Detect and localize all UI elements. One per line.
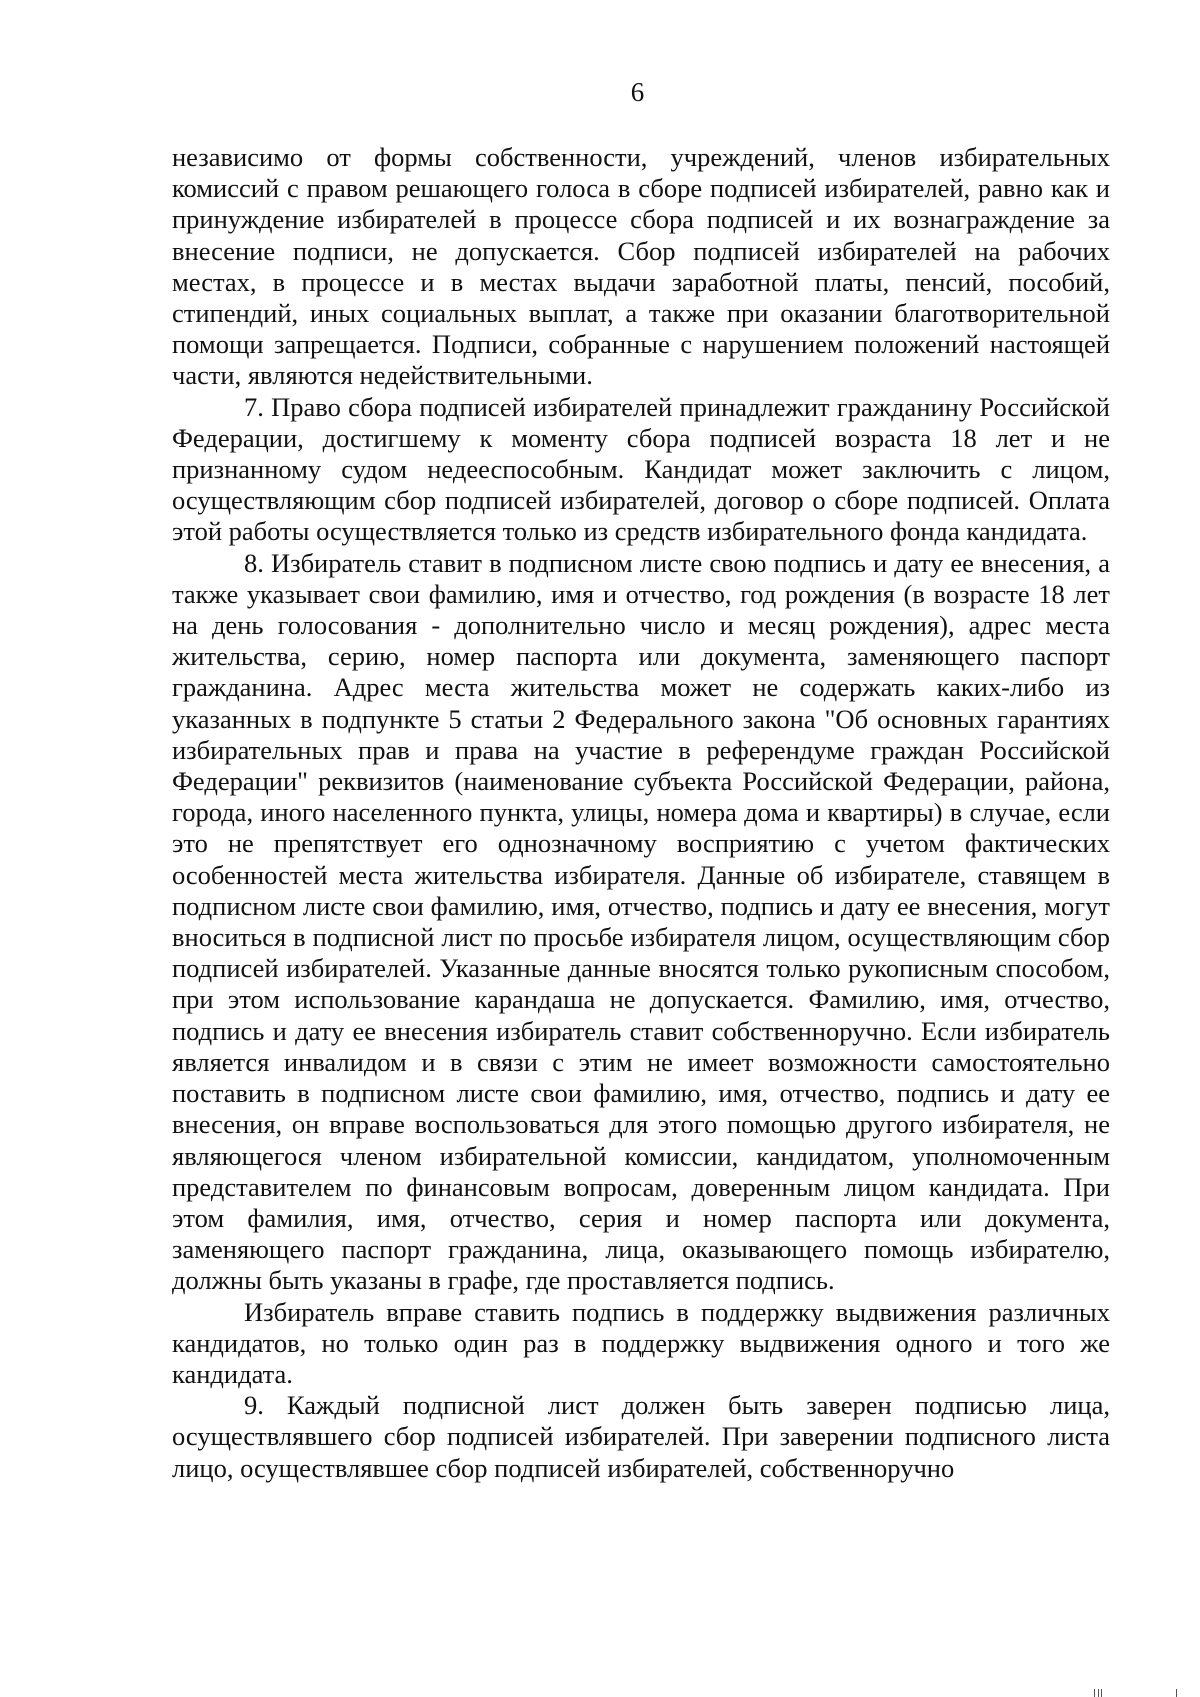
page-number: 6 — [630, 77, 645, 107]
paragraph-continuation: независимо от формы собственности, учреждений, членов избирательных комиссий с правом решающего голоса в сборе подписей избирателей, равно как и принуждение избирателей в процессе сбора подписей и их вознаграждение за внесение подписи, не допускается. Сбор подписей избирателей на рабочих местах, в процессе и в местах выдачи заработной платы, пенсий, пособий, стипендий, иных социальных выплат, а также при оказании благотворительной помощи запрещается. Подписи, собранные с нарушением положений настоящей части, являются недействительными. — [172, 142, 1110, 391]
paragraph-item-8: 8. Избиратель ставит в подписном листе свою подпись и дату ее внесения, а также указывает свои фамилию, имя и отчество, год рождения (в возрасте 18 лет на день голосования - дополнительно число и месяц рождения), адрес места жительства, серию, номер паспорта или документа, заменяющего паспорт гражданина. Адрес места жительства может не содержать каких-либо из указанных в подпункте 5 статьи 2 Федерального закона "Об основных гарантиях избирательных прав и права на участие в референдуме граждан Российской Федерации" реквизитов (наименование субъекта Российской Федерации, района, города, иного населенного пункта, улицы, номера дома и квартиры) в случае, если это не препятствует его однозначному восприятию с учетом фактических особенностей места жительства избирателя. Данные об избирателе, ставящем в подписном листе свои фамилию, имя, отчество, подпись и дату ее внесения, могут вноситься в подписной лист по просьбе избирателя лицом, осуществляющим сбор подписей избирателей. Указанные данные вносятся только рукописным способом, при этом использование карандаша не допускается. Фамилию, имя, отчество, подпись и дату ее внесения избиратель ставит собственноручно. Если избиратель является инвалидом и в связи с этим не имеет возможности самостоятельно поставить в подписном листе свои фамилию, имя, отчество, подпись и дату ее внесения, он вправе воспользоваться для этого помощью другого избирателя, не являющегося членом избирательной комиссии, кандидатом, уполномоченным представителем по финансовым вопросам, доверенным лицом кандидата. При этом фамилия, имя, отчество, серия и номер паспорта или документа, заменяющего паспорт гражданина, лица, оказывающего помощь избирателю, должны быть указаны в графе, где проставляется подпись. — [172, 547, 1110, 1296]
paragraph-voter-support: Избиратель вправе ставить подпись в поддержку выдвижения различных кандидатов, но только один раз в поддержку выдвижения одного и того же кандидата. — [172, 1296, 1110, 1389]
document-body — [172, 142, 1110, 1484]
paragraph-item-9: 9. Каждый подписной лист должен быть заверен подписью лица, осуществлявшего сбор подписей избирателей. При заверении подписного листа лицо, осуществлявшее сбор подписей избирателей, собственноручно — [172, 1390, 1110, 1483]
paragraph-item-7: 7. Право сбора подписей избирателей принадлежит гражданину Российской Федерации, достигшему к моменту сбора подписей возраста 18 лет и не признанному судом недееспособным. Кандидат может заключить с лицом, осуществляющим сбор подписей избирателей, договор о сборе подписей. Оплата этой работы осуществляется только из средств избирательного фонда кандидата. — [172, 391, 1110, 547]
scan-edge-marks — [1086, 1689, 1186, 1697]
